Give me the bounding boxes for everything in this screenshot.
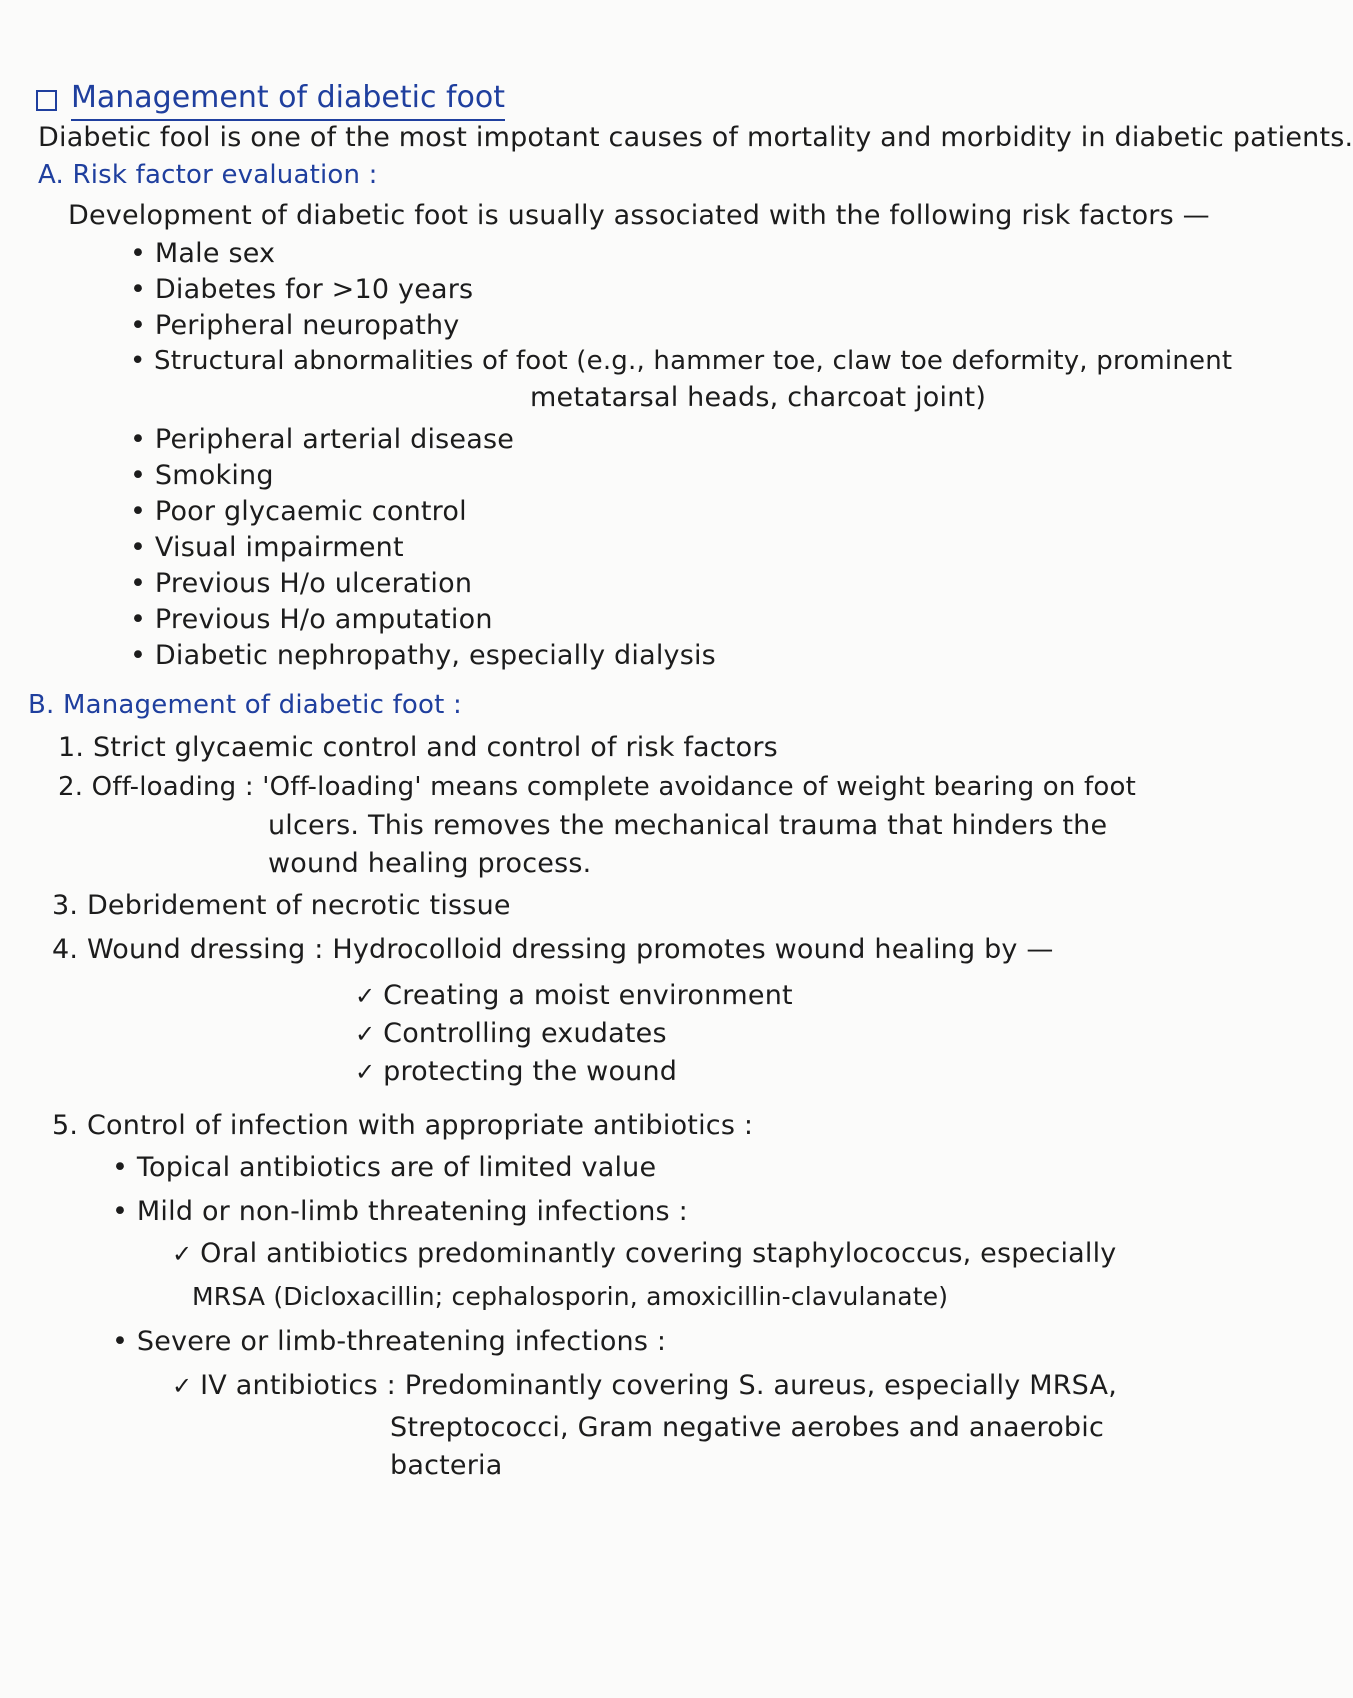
infection-mild-oral: ✓ Oral antibiotics predominantly covering staphylococcus, especially: [172, 1238, 1116, 1270]
risk-item: • Diabetic nephropathy, especially dialysis: [130, 640, 716, 672]
risk-item: • Previous H/o amputation: [130, 604, 493, 636]
dressing-benefit: ✓ protecting the wound: [355, 1056, 677, 1088]
page-title: [36, 80, 505, 121]
infection-severe-iv-cont: bacteria: [390, 1450, 503, 1481]
risk-item: • Peripheral neuropathy: [130, 310, 459, 342]
risk-item-continued: metatarsal heads, charcoat joint): [530, 382, 987, 413]
infection-severe: • Severe or limb-threatening infections :: [112, 1326, 666, 1358]
mgmt-step-1: 1. Strict glycaemic control and control of risk factors: [58, 732, 778, 763]
mgmt-step-2-cont: ulcers. This removes the mechanical trauma that hinders the: [268, 810, 1108, 841]
infection-mild-oral-cont: MRSA (Dicloxacillin; cephalosporin, amoxicillin-clavulanate): [192, 1282, 949, 1311]
section-b-heading: B. Management of diabetic foot :: [28, 690, 462, 720]
infection-note: • Topical antibiotics are of limited value: [112, 1152, 656, 1184]
risk-item: • Previous H/o ulceration: [130, 568, 472, 600]
mgmt-step-5: 5. Control of infection with appropriate antibiotics :: [52, 1110, 754, 1141]
mgmt-step-4: 4. Wound dressing : Hydrocolloid dressing promotes wound healing by —: [52, 934, 1054, 965]
risk-item: • Structural abnormalities of foot (e.g., hammer toe, claw toe deformity, prominent: [130, 346, 1232, 377]
infection-mild: • Mild or non-limb threatening infections :: [112, 1196, 688, 1228]
risk-item: • Peripheral arterial disease: [130, 424, 514, 456]
mgmt-step-2-cont: wound healing process.: [268, 848, 592, 879]
risk-item: • Diabetes for >10 years: [130, 274, 473, 306]
intro-text: Diabetic fool is one of the most impotant causes of mortality and morbidity in diabetic patients.: [38, 122, 1353, 153]
section-a-heading: A. Risk factor evaluation :: [38, 160, 378, 190]
mgmt-step-2: 2. Off-loading : 'Off-loading' means complete avoidance of weight bearing on foot: [58, 772, 1136, 802]
risk-item: • Poor glycaemic control: [130, 496, 467, 528]
infection-severe-iv-cont: Streptococci, Gram negative aerobes and anaerobic: [390, 1412, 1105, 1443]
risk-item: • Smoking: [130, 460, 274, 492]
dressing-benefit: ✓ Controlling exudates: [355, 1018, 667, 1050]
risk-item: • Visual impairment: [130, 532, 404, 564]
infection-severe-iv: ✓ IV antibiotics : Predominantly covering S. aureus, especially MRSA,: [172, 1370, 1117, 1402]
checkbox-icon: [36, 90, 57, 111]
risk-item: • Male sex: [130, 238, 275, 270]
section-a-lead: Development of diabetic foot is usually associated with the following risk factors —: [68, 200, 1210, 231]
dressing-benefit: ✓ Creating a moist environment: [355, 980, 793, 1012]
mgmt-step-3: 3. Debridement of necrotic tissue: [52, 890, 511, 921]
title-text: Management of diabetic foot: [71, 80, 505, 121]
